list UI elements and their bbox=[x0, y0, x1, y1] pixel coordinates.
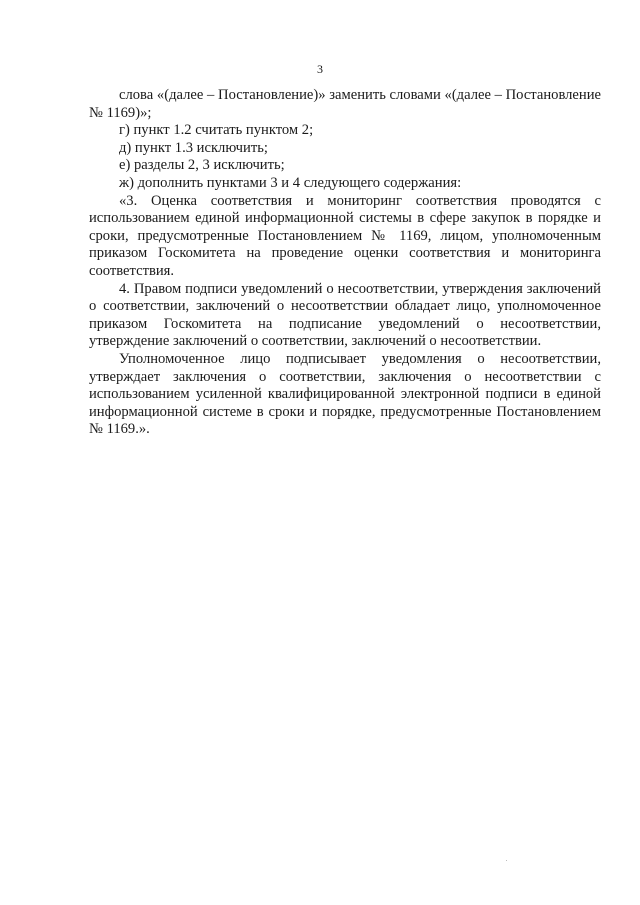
paragraph-item-zh: ж) дополнить пунктами 3 и 4 следующего содержания: bbox=[119, 174, 462, 191]
paragraph-point-3: «3. Оценка соответствия и мониторинг соответствия проводятся с использованием единой информационной системы в сфере закупок в порядке и сроки, предусмотренные Постановлением № 1169, лицом, уполномоченным приказом Госкомитета на проведение оценки соответствия и мониторинга соответствия. bbox=[89, 192, 601, 279]
paragraph-point-4: 4. Правом подписи уведомлений о несоответствии, утверждения заключений о соответствии, заключений о несоответствии обладает лицо, уполномоченное приказом Госкомитета на подписание уведомлений о несоответствии, утверждение заключений о соответствии, заключений о несоответствии. bbox=[89, 280, 601, 350]
page-number: 3 bbox=[317, 62, 323, 76]
scan-artifact bbox=[506, 860, 507, 861]
paragraph-item-e: е) разделы 2, 3 исключить; bbox=[119, 157, 285, 174]
paragraph-item-d: д) пункт 1.3 исключить; bbox=[119, 139, 268, 156]
paragraph-item-g: г) пункт 1.2 считать пунктом 2; bbox=[119, 122, 314, 139]
paragraph-authorized-person: Уполномоченное лицо подписывает уведомления о несоответствии, утверждает заключения о соответствии, заключения о несоответствии с использованием усиленной квалифицированной электронной подписи в единой информационной системе в сроки и порядке, предусмотренные Постановлением № 1169.». bbox=[89, 350, 601, 438]
document-body bbox=[89, 87, 601, 439]
paragraph-replace-wording: слова «(далее – Постановление)» заменить словами «(далее – Постановление № 1169)»; bbox=[89, 87, 601, 121]
